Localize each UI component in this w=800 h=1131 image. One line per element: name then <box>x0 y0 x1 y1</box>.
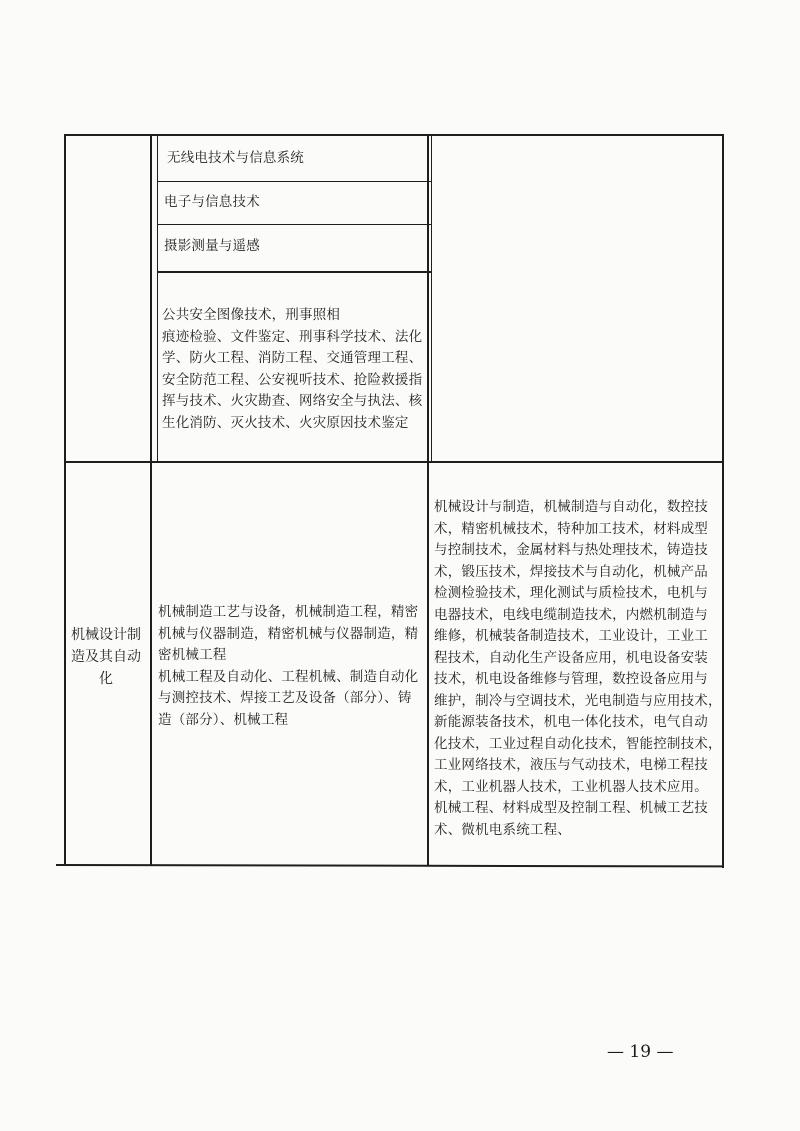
major-photogrammetry: 摄影测量与遥感 <box>164 238 260 254</box>
table-bottom-border <box>56 864 724 867</box>
mechanical-vocational-majors: 机械设计与制造，机械制造与自动化，数控技 术，精密机械技术，特种加工技术，材料成型 与控制技术，金属材料与热处理技术，铸造技 术，锻压技术，焊接技术与自动化，机械产品 检测检验技术，理化测试与质检技术，电机与 电器技术，电线电缆制造技术，内燃机制造与 维修，机械装备制造技术，工业设计，工业工 程技术，自动化生产设备应用，机电设备安装 技术，机电设备维修与管理，数控设备应用与 维护，制冷与空调技术，光电制造与应用技术， 新能源装备技术，机电一体化技术，电气自动 化技术，工业过程自动化技术，智能控制技术， 工业网络技术，液压与气动技术，电梯工程技 术，工业机器人技术，工业机器人技术应用。 机械工程、材料成型及控制工程、机械工艺技 术、微机电系统工程、 <box>434 499 722 838</box>
table-left-border <box>64 134 66 865</box>
table-col-divider-1 <box>150 134 152 866</box>
table-row-divider <box>64 461 724 463</box>
page-number: — 19 — <box>607 1042 674 1062</box>
category-mechanical-design: 机械设计制 造及其自动 化 <box>71 627 141 687</box>
subrow-divider-1 <box>157 181 431 182</box>
mechanical-undergrad-majors: 机械制造工艺与设备，机械制造工程，精密 机械与仪器制造，精密机械与仪器制造，精 密机械工程 机械工程及自动化、工程机械、制造自动化 与测控技术、焊接工艺及设备（部分）、铸 造（部分）、机械工程 <box>158 604 419 728</box>
top-right-empty-cell <box>430 136 720 460</box>
subrow-divider-2 <box>157 224 431 225</box>
major-radio-tech: 无线电技术与信息系统 <box>167 150 304 166</box>
table-col-divider-2 <box>427 134 429 866</box>
subrow-divider-3 <box>157 271 431 273</box>
public-security-majors: 公共安全图像技术，刑事照相 痕迹检验、文件鉴定、刑事科学技术、法化 学、防火工程、消防工程、交通管理工程、 安全防范工程、公安视听技术、抢险救援指 挥与技术、火灾勘查、网络安全与执法、核 生化消防、灭火技术、火灾原因技术鉴定 <box>162 307 423 431</box>
inner-frame-left <box>157 136 158 461</box>
major-electronic-info: 电子与信息技术 <box>164 194 260 210</box>
